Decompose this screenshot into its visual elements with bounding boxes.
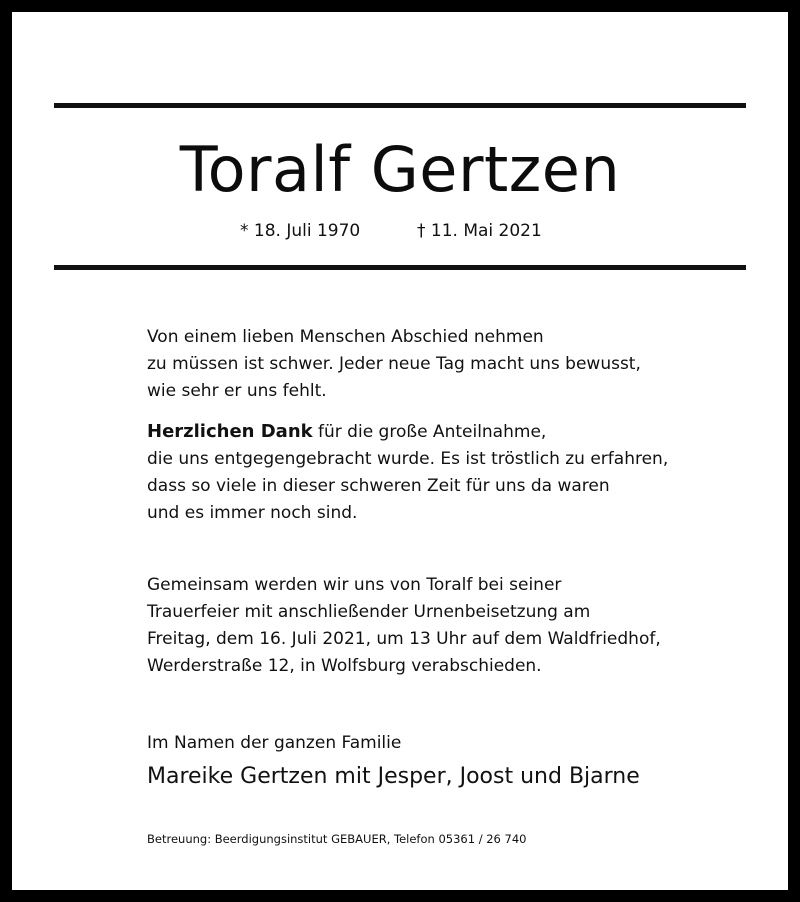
thanks-line-rest: für die große Anteilnahme,	[312, 422, 547, 442]
family-signature: Mareike Gertzen mit Jesper, Joost und Bjarne	[147, 764, 640, 789]
text-line: Freitag, dem 16. Juli 2021, um 13 Uhr auf dem Waldfriedhof,	[147, 629, 661, 649]
funeral-home-footer: Betreuung: Beerdigungsinstitut GEBAUER, Telefon 05361 / 26 740	[147, 832, 527, 846]
text-line: und es immer noch sind.	[147, 503, 358, 523]
text-line	[147, 418, 668, 446]
funeral-details-paragraph	[147, 572, 661, 680]
text-line: Trauerfeier mit anschließender Urnenbeisetzung am	[147, 602, 591, 622]
thanks-paragraph	[147, 418, 668, 527]
bottom-divider	[54, 265, 746, 270]
text-line: Von einem lieben Menschen Abschied nehmen	[147, 327, 544, 347]
deceased-name: Toralf Gertzen	[179, 133, 621, 206]
text-line: Gemeinsam werden wir uns von Toralf bei seiner	[147, 575, 562, 595]
farewell-paragraph	[147, 324, 641, 405]
text-line: Werderstraße 12, in Wolfsburg verabschieden.	[147, 656, 542, 676]
thanks-emphasis: Herzlichen Dank	[147, 421, 313, 442]
family-intro: Im Namen der ganzen Familie	[147, 733, 402, 753]
text-line: dass so viele in dieser schweren Zeit für uns da waren	[147, 476, 610, 496]
text-line: wie sehr er uns fehlt.	[147, 381, 327, 401]
text-line: zu müssen ist schwer. Jeder neue Tag macht uns bewusst,	[147, 354, 641, 374]
death-date: † 11. Mai 2021	[417, 221, 542, 241]
top-divider	[54, 103, 746, 108]
obituary-notice	[12, 12, 788, 890]
birth-date: * 18. Juli 1970	[240, 221, 361, 241]
text-line: die uns entgegengebracht wurde. Es ist tröstlich zu erfahren,	[147, 449, 669, 469]
